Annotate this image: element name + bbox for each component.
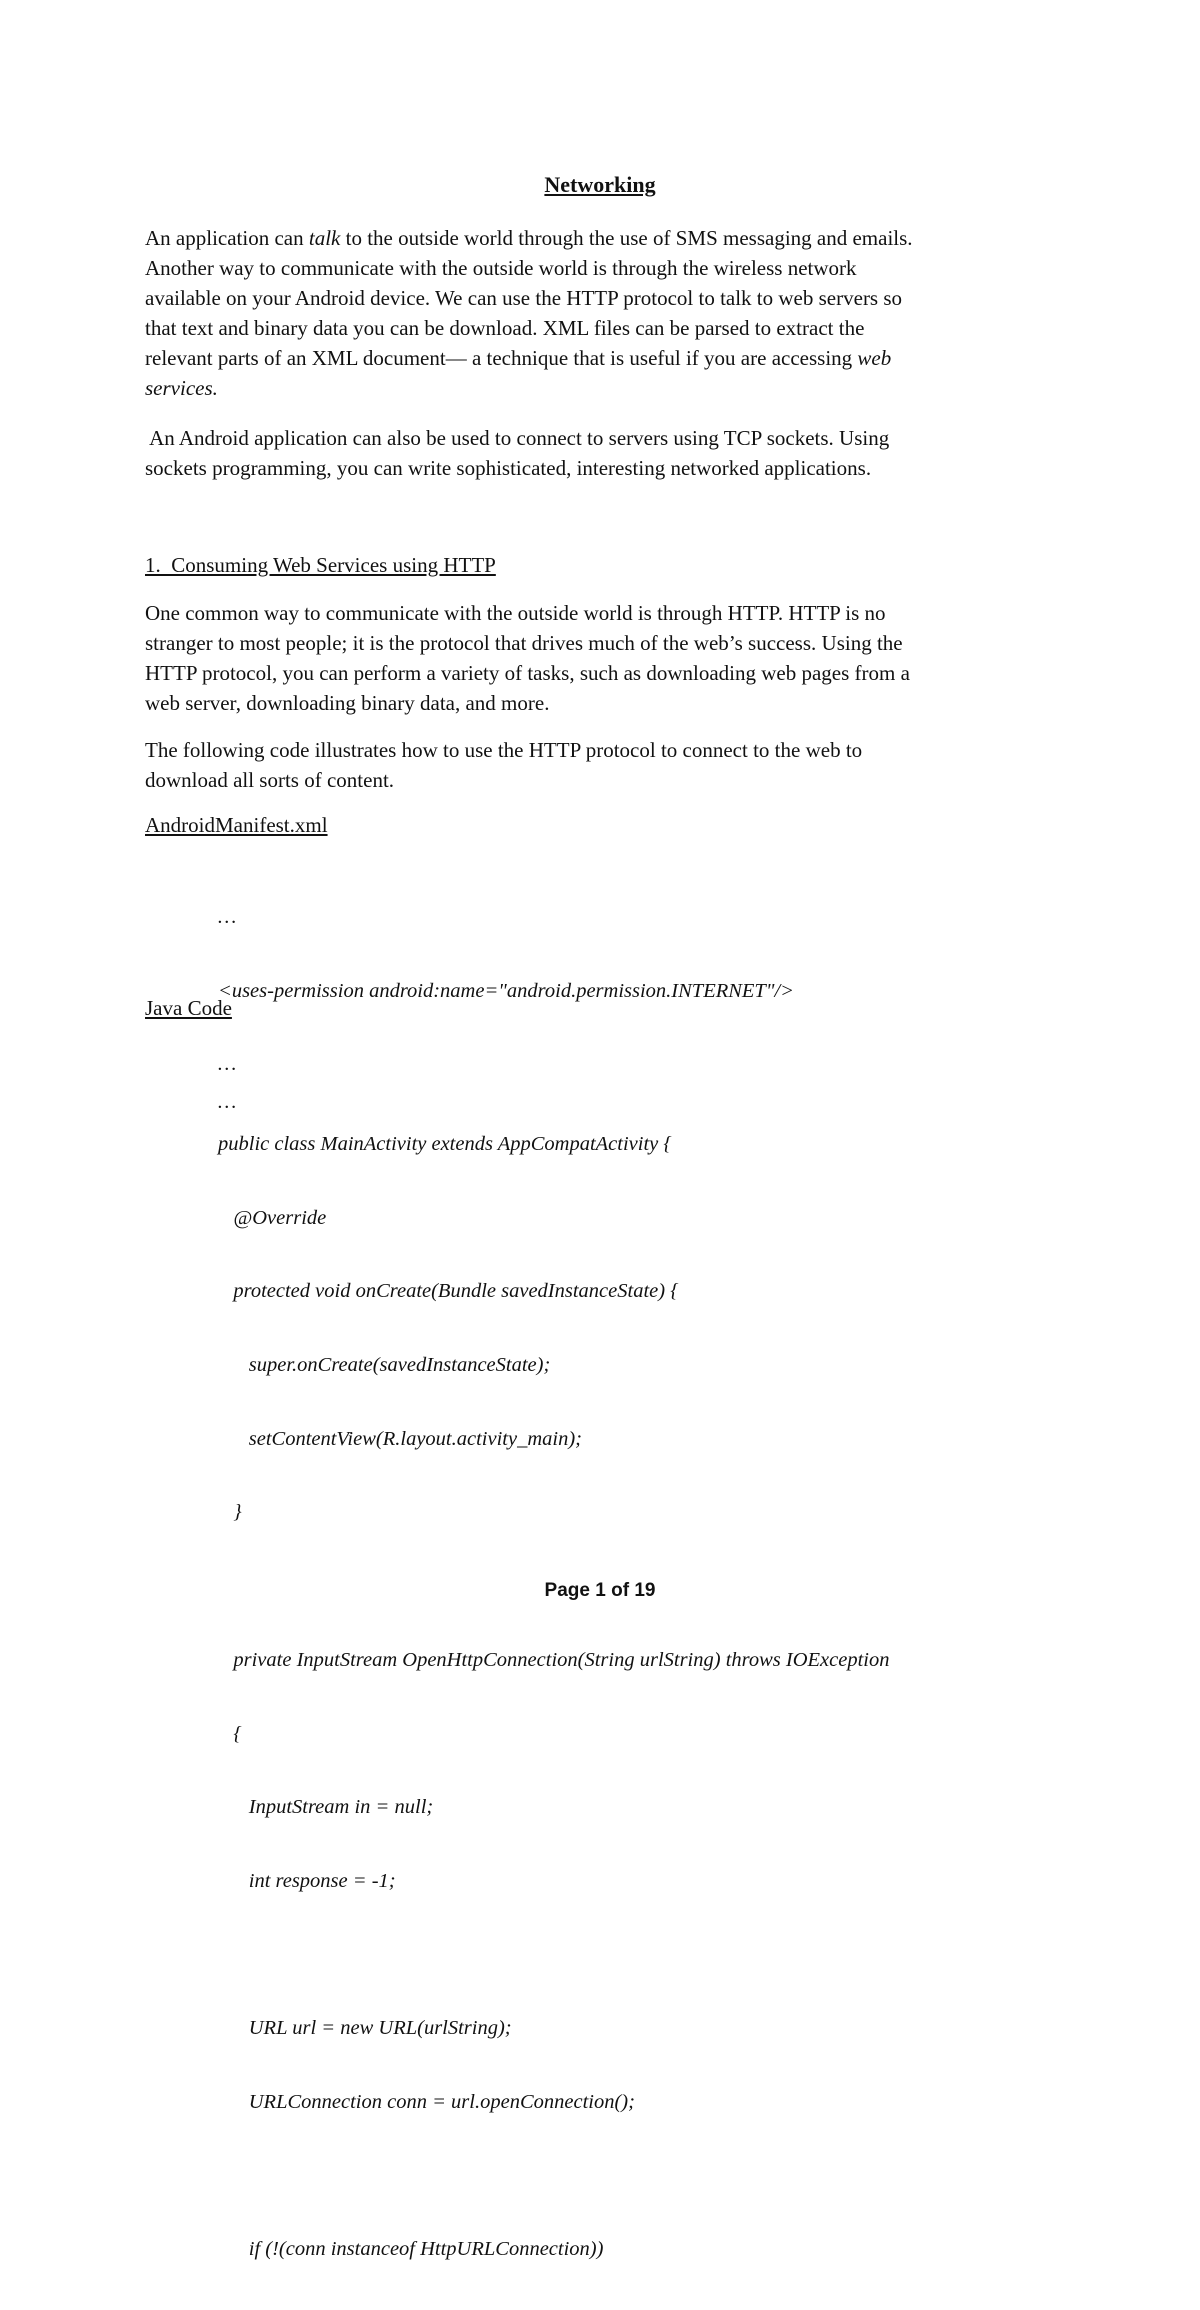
java-code-block: [218, 1085, 890, 2310]
intro-line-1: An application can talk to the outside world through the use of SMS messaging and emails.: [145, 226, 913, 250]
code-line: …: [218, 1091, 237, 1113]
sockets-line-1: An Android application can also be used to connect to servers using TCP sockets. Using: [145, 426, 890, 450]
code-line: {: [218, 1722, 242, 1745]
intro-line-5: relevant parts of an XML document— a technique that is useful if you are accessing web: [145, 346, 892, 370]
code-line: private InputStream OpenHttpConnection(String urlString) throws IOException: [218, 1648, 890, 1671]
page-title: Networking: [544, 172, 656, 197]
http-line-2: stranger to most people; it is the protocol that drives much of the web’s success. Using the: [145, 631, 903, 655]
total-pages: 19: [634, 1580, 656, 1601]
intro-paragraph: [145, 223, 1045, 403]
code-line: URLConnection conn = url.openConnection();: [218, 2090, 635, 2113]
sockets-line-2: sockets programming, you can write sophisticated, interesting networked applications.: [145, 456, 872, 480]
code-intro-line-2: download all sorts of content.: [145, 768, 395, 792]
http-paragraph: [145, 598, 1045, 718]
section-heading-http: 1. Consuming Web Services using HTTP: [145, 553, 496, 577]
manifest-heading: AndroidManifest.xml: [145, 813, 328, 837]
code-intro-line-1: The following code illustrates how to use the HTTP protocol to connect to the web to: [145, 738, 863, 762]
code-line: protected void onCreate(Bundle savedInstanceState) {: [218, 1280, 679, 1303]
page-number-footer: [0, 1580, 1200, 1602]
current-page-number: 1: [595, 1580, 606, 1601]
java-code-heading: Java Code: [145, 996, 232, 1020]
of-word: of: [611, 1580, 630, 1601]
code-line: }: [218, 1501, 242, 1524]
http-line-1: One common way to communicate with the outside world is through HTTP. HTTP is no: [145, 601, 886, 625]
intro-line-3: available on your Android device. We can use the HTTP protocol to talk to web servers so: [145, 286, 903, 310]
code-line: int response = -1;: [218, 1869, 396, 1892]
code-line: InputStream in = null;: [218, 1796, 434, 1819]
code-line: super.onCreate(savedInstanceState);: [218, 1354, 551, 1377]
intro-line-6: services.: [145, 376, 218, 400]
code-line: public class MainActivity extends AppCompatActivity {: [218, 1133, 672, 1155]
code-line: …: [218, 906, 237, 928]
http-line-4: web server, downloading binary data, and more.: [145, 691, 550, 715]
code-line: setContentView(R.layout.activity_main);: [218, 1427, 582, 1450]
code-line: [218, 2163, 890, 2191]
code-intro-paragraph: [145, 735, 1045, 795]
code-line: <uses-permission android:name="android.permission.INTERNET"/>: [218, 979, 794, 1002]
code-line: [218, 1942, 890, 1970]
code-line: if (!(conn instanceof HttpURLConnection)): [218, 2238, 604, 2261]
sockets-paragraph: [145, 423, 1045, 483]
page-word: Page: [544, 1580, 590, 1601]
code-line: …: [218, 1053, 237, 1076]
code-line: @Override: [218, 1206, 327, 1229]
http-line-3: HTTP protocol, you can perform a variety of tasks, such as downloading web pages from a: [145, 661, 910, 685]
intro-line-4: that text and binary data you can be download. XML files can be parsed to extract the: [145, 316, 865, 340]
intro-line-2: Another way to communicate with the outside world is through the wireless network: [145, 256, 857, 280]
code-line: URL url = new URL(urlString);: [218, 2017, 512, 2040]
